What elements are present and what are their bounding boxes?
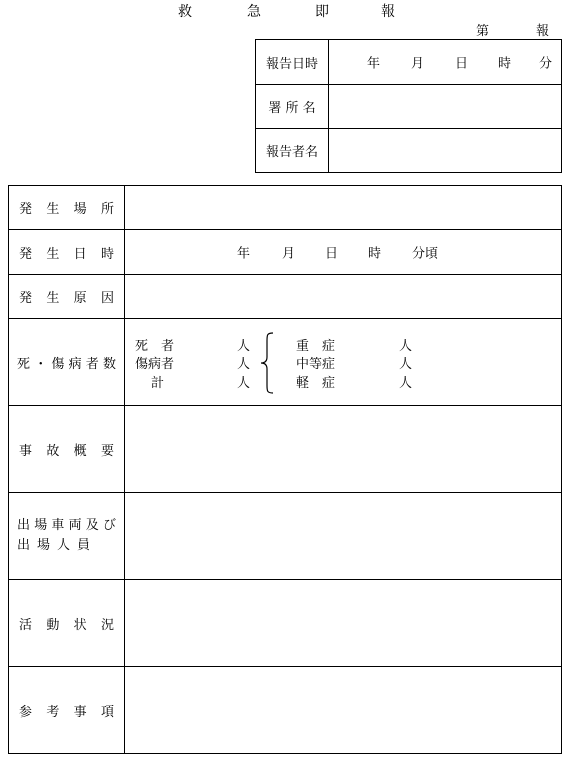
activity-field[interactable] <box>125 580 562 667</box>
office-name-field[interactable] <box>329 85 562 129</box>
label-char: ・ <box>34 356 48 372</box>
incident-form-table <box>8 185 562 754</box>
unit-minute: 分 <box>539 56 553 72</box>
unit-day: 日 <box>455 56 469 72</box>
label-char: 出 <box>17 538 31 553</box>
office-name-label: 署 所 名 <box>256 85 329 129</box>
title-char: 急 <box>247 4 261 20</box>
label-char: 場 <box>73 202 87 217</box>
label-char: 発 <box>19 291 33 306</box>
label-char: 要 <box>100 443 114 459</box>
severe-label: 重 症 <box>296 339 336 354</box>
total-label: 計 <box>151 376 165 391</box>
unit-month: 月 <box>282 246 296 262</box>
dispatch-field[interactable] <box>125 493 562 580</box>
report-datetime-field[interactable] <box>329 40 562 85</box>
label-char: 原 <box>73 291 87 306</box>
casualties-label <box>9 319 125 406</box>
unit-year: 年 <box>237 246 251 262</box>
label-char: 考 <box>46 704 60 720</box>
dispatch-label <box>9 493 125 580</box>
person-unit: 人 <box>399 339 413 354</box>
label-char: 発 <box>19 246 33 262</box>
label-char: 事 <box>73 704 87 720</box>
reporter-name-label: 報告者名 <box>256 129 329 173</box>
report-header-table <box>255 39 562 173</box>
title-char: 即 <box>315 4 329 20</box>
label-char: 故 <box>46 443 60 459</box>
title-char: 報 <box>381 4 395 20</box>
label-char: 数 <box>102 356 116 372</box>
label-char: び <box>102 518 116 533</box>
summary-label <box>9 406 125 493</box>
label-char: 生 <box>46 202 60 217</box>
unit-hour: 時 <box>498 56 512 72</box>
mild-label: 軽 症 <box>296 376 336 391</box>
cause-field[interactable] <box>125 275 562 319</box>
report-number-prefix: 第 <box>476 24 490 39</box>
label-char: 死 <box>17 356 31 372</box>
label-char: 出 <box>17 518 31 533</box>
place-field[interactable] <box>125 186 562 230</box>
cause-label <box>9 275 125 319</box>
unit-day: 日 <box>325 246 339 262</box>
label-char: 及 <box>85 518 99 533</box>
label-char: 者 <box>85 356 99 372</box>
label-char: 場 <box>34 518 48 533</box>
person-unit: 人 <box>399 376 413 391</box>
label-char: 発 <box>19 202 33 217</box>
casualties-field[interactable] <box>125 319 562 406</box>
notes-field[interactable] <box>125 667 562 754</box>
label-char: 病 <box>68 356 82 372</box>
label-char: 動 <box>46 617 60 633</box>
label-char: 傷 <box>51 356 65 372</box>
summary-field[interactable] <box>125 406 562 493</box>
label-char: 生 <box>46 291 60 306</box>
report-datetime-label: 報告日時 <box>256 40 329 85</box>
label-char: 因 <box>100 291 114 306</box>
form-title <box>0 1 569 21</box>
person-unit: 人 <box>237 376 251 391</box>
label-char: 場 <box>37 538 51 553</box>
label-char: 所 <box>100 202 114 217</box>
title-char: 救 <box>178 4 192 20</box>
label-char: 状 <box>73 617 87 633</box>
activity-label <box>9 580 125 667</box>
label-char: 人 <box>57 538 71 553</box>
date-label <box>9 230 125 275</box>
unit-hour: 時 <box>368 246 382 262</box>
label-char: 活 <box>19 617 33 633</box>
curly-brace-icon <box>259 331 275 395</box>
label-char: 項 <box>100 704 114 720</box>
label-char: 員 <box>77 538 91 553</box>
label-char: 車 <box>51 518 65 533</box>
unit-month: 月 <box>411 56 425 72</box>
person-unit: 人 <box>237 357 251 372</box>
label-char: 況 <box>100 617 114 633</box>
notes-label <box>9 667 125 754</box>
injured-label: 傷病者 <box>135 357 175 372</box>
moderate-label: 中等症 <box>296 357 336 372</box>
place-label <box>9 186 125 230</box>
unit-minute-approx: 分頃 <box>412 246 439 262</box>
label-char: 生 <box>46 246 60 262</box>
label-char: 時 <box>100 246 114 262</box>
label-char: 事 <box>19 443 33 459</box>
label-char: 両 <box>68 518 82 533</box>
reporter-name-field[interactable] <box>329 129 562 173</box>
unit-year: 年 <box>367 56 381 72</box>
dead-label: 死 者 <box>135 339 175 354</box>
label-char: 参 <box>19 704 33 720</box>
label-char: 日 <box>73 246 87 262</box>
label-char: 概 <box>73 443 87 459</box>
date-field[interactable] <box>125 230 562 275</box>
report-number-suffix: 報 <box>536 24 550 39</box>
person-unit: 人 <box>237 339 251 354</box>
person-unit: 人 <box>399 357 413 372</box>
